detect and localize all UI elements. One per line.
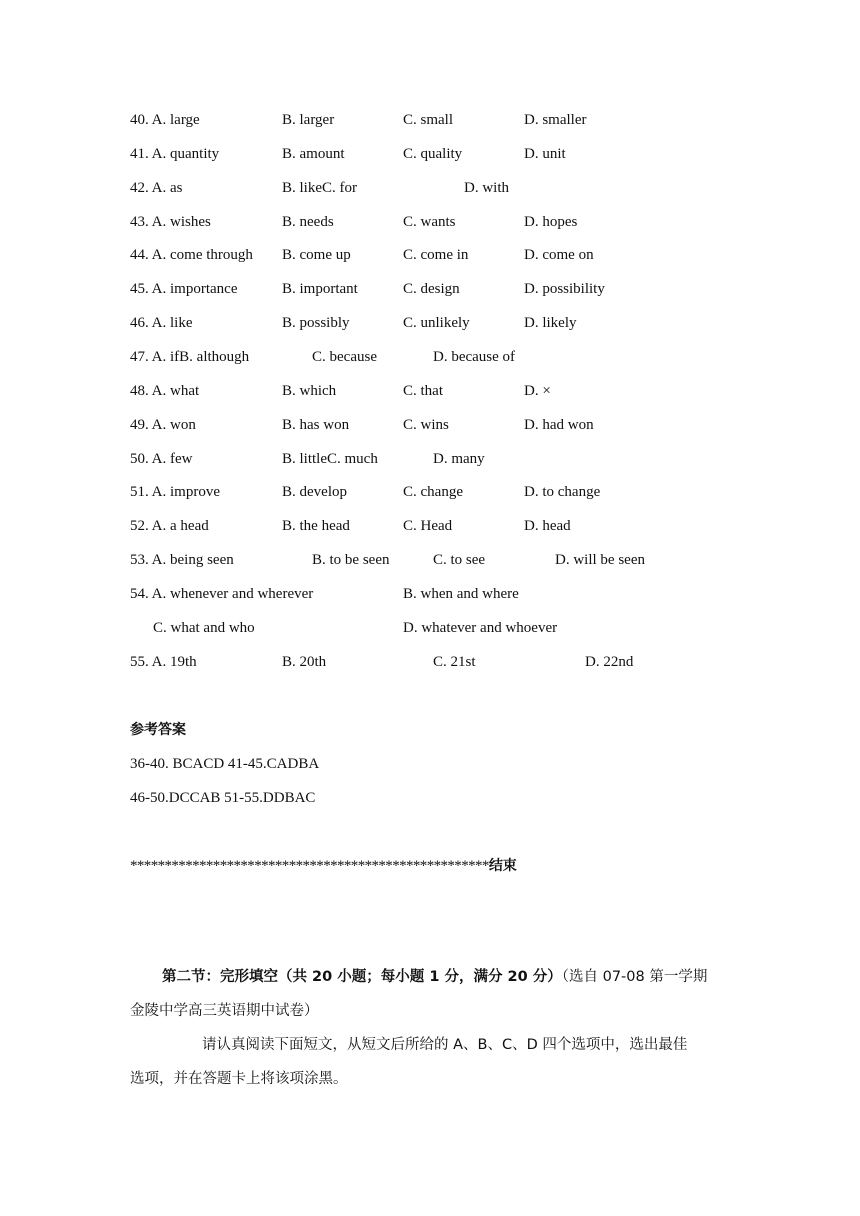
section-instruction [130, 1028, 735, 1096]
question-option-a: 48. A. what [130, 383, 200, 399]
question-option: B. needs [282, 214, 334, 230]
question-option: C. Head [403, 518, 453, 534]
question-option: D. likely [524, 315, 577, 331]
end-label: 结束 [488, 858, 517, 874]
end-divider [130, 856, 517, 876]
question-option: C. small [403, 112, 454, 128]
section-title-bold: 第二节：完形填空（共 20 小题；每小题 1 分，满分 20 分） [162, 969, 562, 985]
section-title [130, 960, 735, 1028]
question-option: B. come up [282, 247, 351, 263]
question-option: C. change [403, 484, 463, 500]
question-option: D. hopes [524, 214, 578, 230]
question-option-a: 55. A. 19th [130, 654, 197, 670]
question-option: B. develop [282, 484, 347, 500]
question-option-a: C. what and who [153, 620, 255, 636]
question-option: C. wants [403, 214, 456, 230]
answers-row-2: 46-50.DCCAB 51-55.DDBAC [130, 790, 316, 806]
question-option: C. design [403, 281, 460, 297]
question-option-a: 44. A. come through [130, 247, 253, 263]
question-option: D. × [524, 383, 551, 399]
question-option: D. to change [524, 484, 601, 500]
question-option: D. because of [433, 349, 516, 365]
question-option-a: 54. A. whenever and wherever [130, 586, 314, 602]
question-option: B. to be seen [312, 552, 390, 568]
question-option: D. come on [524, 247, 594, 263]
question-option: C. come in [403, 247, 469, 263]
question-option: B. the head [282, 518, 350, 534]
question-option-a: 50. A. few [130, 451, 193, 467]
question-option-a: 46. A. like [130, 315, 193, 331]
question-option-a: 40. A. large [130, 112, 200, 128]
question-option-a: 49. A. won [130, 417, 196, 433]
question-option: D. with [464, 180, 509, 196]
instruction-line-1: 请认真阅读下面短文，从短文后所给的 A、B、C、D 四个选项中，选出最佳 [202, 1037, 688, 1053]
question-option: D. whatever and whoever [403, 620, 558, 636]
question-option: D. possibility [524, 281, 605, 297]
question-option: C. because [312, 349, 377, 365]
question-option-a: 47. A. ifB. although [130, 349, 250, 365]
question-option: C. quality [403, 146, 463, 162]
question-option: D. smaller [524, 112, 587, 128]
question-option-a: 42. A. as [130, 180, 183, 196]
question-option: D. unit [524, 146, 566, 162]
question-option: B. has won [282, 417, 350, 433]
question-option: D. 22nd [585, 654, 634, 670]
question-option: C. 21st [433, 654, 476, 670]
question-option: B. likeC. for [282, 180, 357, 196]
question-option: C. to see [433, 552, 486, 568]
answers-row-1: 36-40. BCACD 41-45.CADBA [130, 756, 320, 772]
question-option: D. had won [524, 417, 594, 433]
question-option-a: 53. A. being seen [130, 552, 234, 568]
question-option: C. wins [403, 417, 449, 433]
question-option-a: 52. A. a head [130, 518, 209, 534]
section-title-source: （选自 07-08 第一学期 [561, 969, 708, 985]
question-option: B. littleC. much [282, 451, 378, 467]
answers-heading: 参考答案 [130, 722, 186, 738]
instruction-line-2: 选项，并在答题卡上将该项涂黑。 [130, 1071, 348, 1087]
question-option: B. possibly [282, 315, 350, 331]
question-option: B. amount [282, 146, 345, 162]
question-option: B. when and where [403, 586, 519, 602]
section-title-line-2: 金陵中学高三英语期中试卷） [130, 1003, 319, 1019]
star-divider: **************************************************** [130, 858, 489, 874]
question-option-a: 45. A. importance [130, 281, 238, 297]
question-option: D. will be seen [555, 552, 645, 568]
question-option: C. unlikely [403, 315, 470, 331]
question-option: B. which [282, 383, 337, 399]
question-option-a: 41. A. quantity [130, 146, 220, 162]
question-option: C. that [403, 383, 443, 399]
question-option: D. head [524, 518, 571, 534]
question-option: D. many [433, 451, 485, 467]
question-option-a: 51. A. improve [130, 484, 220, 500]
question-option: B. 20th [282, 654, 327, 670]
question-option: B. larger [282, 112, 335, 128]
question-option-a: 43. A. wishes [130, 214, 211, 230]
question-option: B. important [282, 281, 358, 297]
